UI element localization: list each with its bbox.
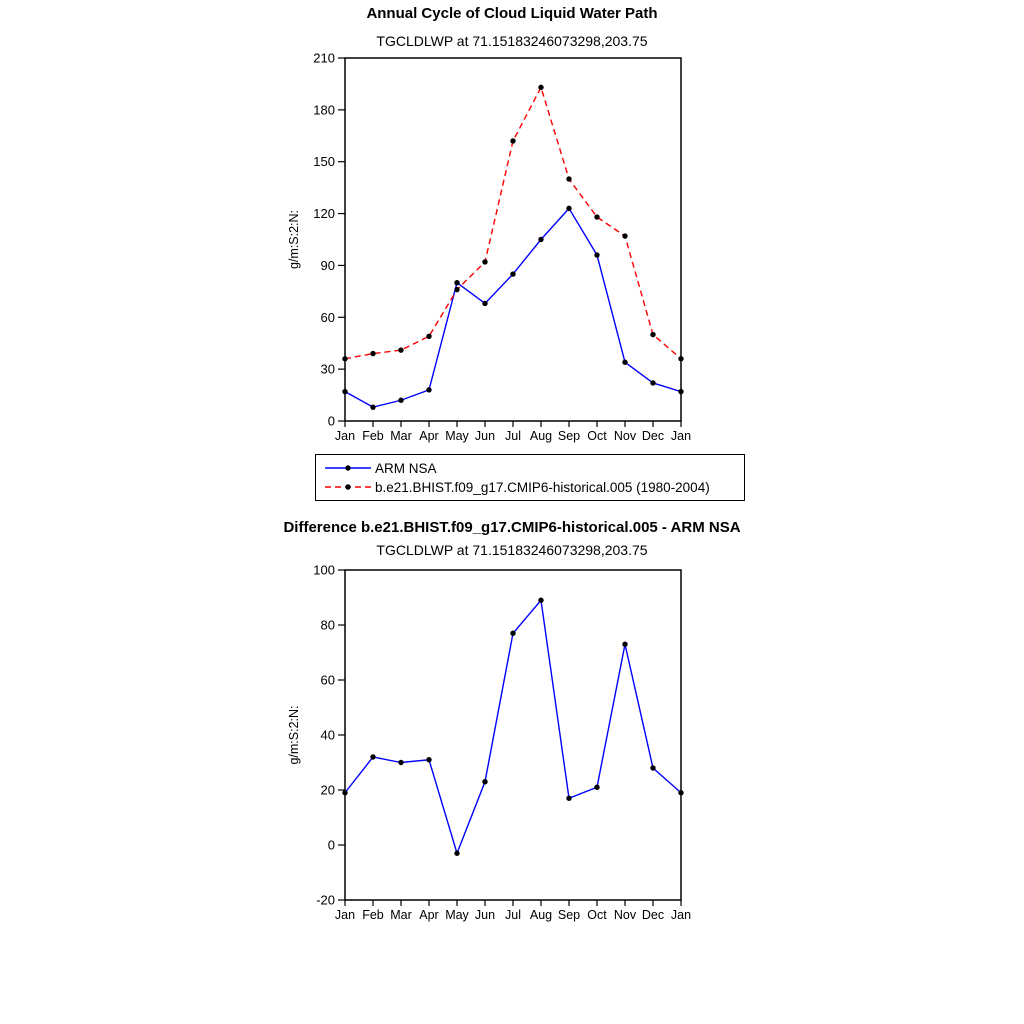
bottom-chart-plot <box>260 558 730 930</box>
svg-text:Jan: Jan <box>334 908 356 922</box>
svg-text:g/m:S:2:N:: g/m:S:2:N: <box>287 705 301 765</box>
legend-label-1: b.e21.BHIST.f09_g17.CMIP6-historical.005 (1980-2004) <box>375 479 710 495</box>
svg-text:Nov: Nov <box>613 908 637 922</box>
legend-marker-icon <box>345 484 350 489</box>
top-chart-subtitle: TGCLDLWP at 71.15183246073298,203.75 <box>376 33 648 49</box>
legend-item-model <box>324 479 736 495</box>
svg-text:Dec: Dec <box>641 429 665 443</box>
svg-text:150: 150 <box>313 154 335 170</box>
svg-text:Sep: Sep <box>557 429 581 443</box>
svg-text:Mar: Mar <box>390 429 412 443</box>
svg-text:Feb: Feb <box>362 908 384 922</box>
svg-text:Jan: Jan <box>670 429 692 443</box>
svg-text:g/m:S:2:N:: g/m:S:2:N: <box>287 209 301 270</box>
top-chart-title: Annual Cycle of Cloud Liquid Water Path <box>366 5 658 22</box>
svg-text:Oct: Oct <box>587 429 607 443</box>
svg-text:Dec: Dec <box>641 908 665 922</box>
svg-text:Jun: Jun <box>474 908 496 922</box>
svg-text:60: 60 <box>320 672 335 688</box>
svg-text:Feb: Feb <box>362 429 384 443</box>
svg-text:Aug: Aug <box>529 908 553 922</box>
svg-text:Apr: Apr <box>419 908 439 922</box>
svg-text:120: 120 <box>313 206 335 222</box>
svg-text:Jul: Jul <box>505 908 521 922</box>
svg-text:30: 30 <box>320 361 335 377</box>
svg-text:40: 40 <box>320 727 335 743</box>
svg-text:180: 180 <box>313 102 335 118</box>
svg-text:210: 210 <box>313 50 335 66</box>
svg-text:0: 0 <box>327 837 335 853</box>
legend-line-sample-0 <box>324 462 372 474</box>
svg-text:90: 90 <box>320 257 335 273</box>
svg-text:May: May <box>445 908 469 922</box>
svg-text:Jul: Jul <box>505 429 521 443</box>
legend <box>315 454 745 501</box>
svg-text:Jan: Jan <box>334 429 356 443</box>
legend-label-0: ARM NSA <box>375 460 437 476</box>
svg-text:100: 100 <box>313 562 335 578</box>
svg-text:-20: -20 <box>316 892 335 908</box>
svg-text:0: 0 <box>327 413 335 429</box>
svg-text:60: 60 <box>320 309 335 325</box>
svg-text:Jun: Jun <box>474 429 496 443</box>
svg-text:20: 20 <box>320 782 335 798</box>
svg-text:Apr: Apr <box>419 429 439 443</box>
bottom-chart-subtitle: TGCLDLWP at 71.15183246073298,203.75 <box>376 542 648 558</box>
svg-text:Mar: Mar <box>390 908 412 922</box>
legend-line-sample-1 <box>324 481 372 493</box>
svg-text:Sep: Sep <box>557 908 581 922</box>
svg-text:May: May <box>445 429 469 443</box>
svg-text:80: 80 <box>320 617 335 633</box>
legend-item-arm-nsa <box>324 460 736 476</box>
legend-marker-icon <box>345 465 350 470</box>
svg-text:Nov: Nov <box>613 429 637 443</box>
svg-text:Aug: Aug <box>529 429 553 443</box>
svg-text:Jan: Jan <box>670 908 692 922</box>
bottom-chart-title: Difference b.e21.BHIST.f09_g17.CMIP6-historical.005 - ARM NSA <box>283 519 741 536</box>
svg-text:Oct: Oct <box>587 908 607 922</box>
top-chart-plot <box>260 48 730 448</box>
